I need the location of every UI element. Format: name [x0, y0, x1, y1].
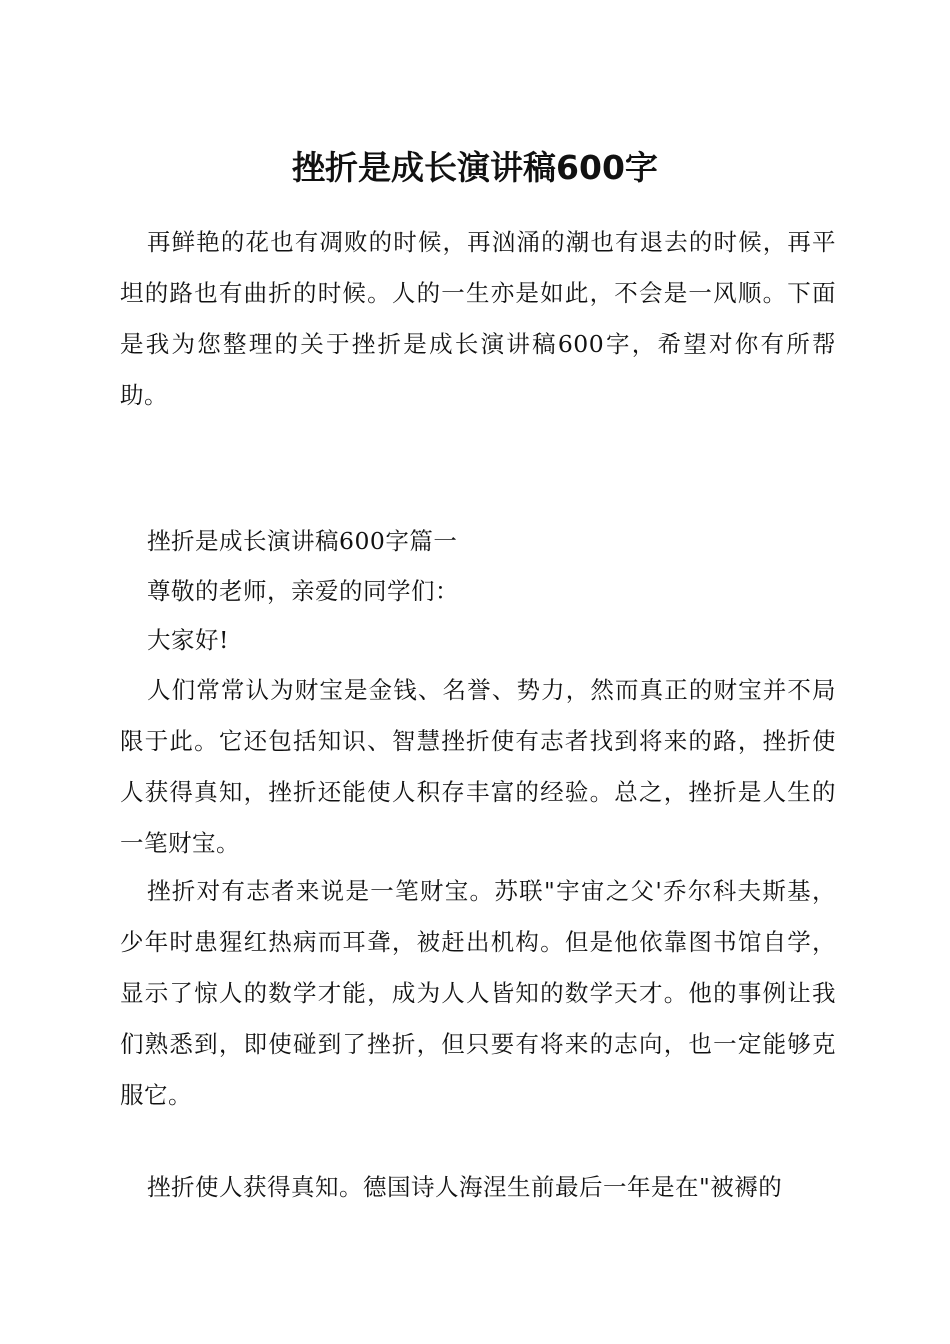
greeting: 大家好!	[147, 626, 229, 654]
salutation: 尊敬的老师，亲爱的同学们：	[147, 577, 459, 605]
body-paragraph-2: 挫折对有志者来说是一笔财宝。苏联"宇宙之父'乔尔科夫斯基，少年时患猩红热病而耳聋，被赶出机构。但是他依靠图书馆自学，显示了惊人的数学才能，成为人人皆知的数学天才。他的事例让我们熟悉到，即使碰到了挫折，但只要有将来的志向，也一定能够克服它。	[120, 877, 836, 1109]
document-title: 挫折是成长演讲稿600字	[292, 148, 658, 187]
intro-paragraph: 再鲜艳的花也有凋败的时候，再汹涌的潮也有退去的时候，再平坦的路也有曲折的时候。人的一生亦是如此，不会是一风顺。下面是我为您整理的关于挫折是成长演讲稿600字，希望对你有所帮助。	[120, 228, 836, 409]
body-paragraph-3: 挫折使人获得真知。德国诗人海涅生前最后一年是在"被褥的	[147, 1173, 783, 1201]
body-paragraph-1: 人们常常认为财宝是金钱、名誉、势力，然而真正的财宝并不局限于此。它还包括知识、智慧挫折使有志者找到将来的路，挫折使人获得真知，挫折还能使人积存丰富的经验。总之，挫折是人生的一笔财宝。	[120, 676, 836, 857]
section-heading: 挫折是成长演讲稿600字篇一	[147, 527, 458, 555]
